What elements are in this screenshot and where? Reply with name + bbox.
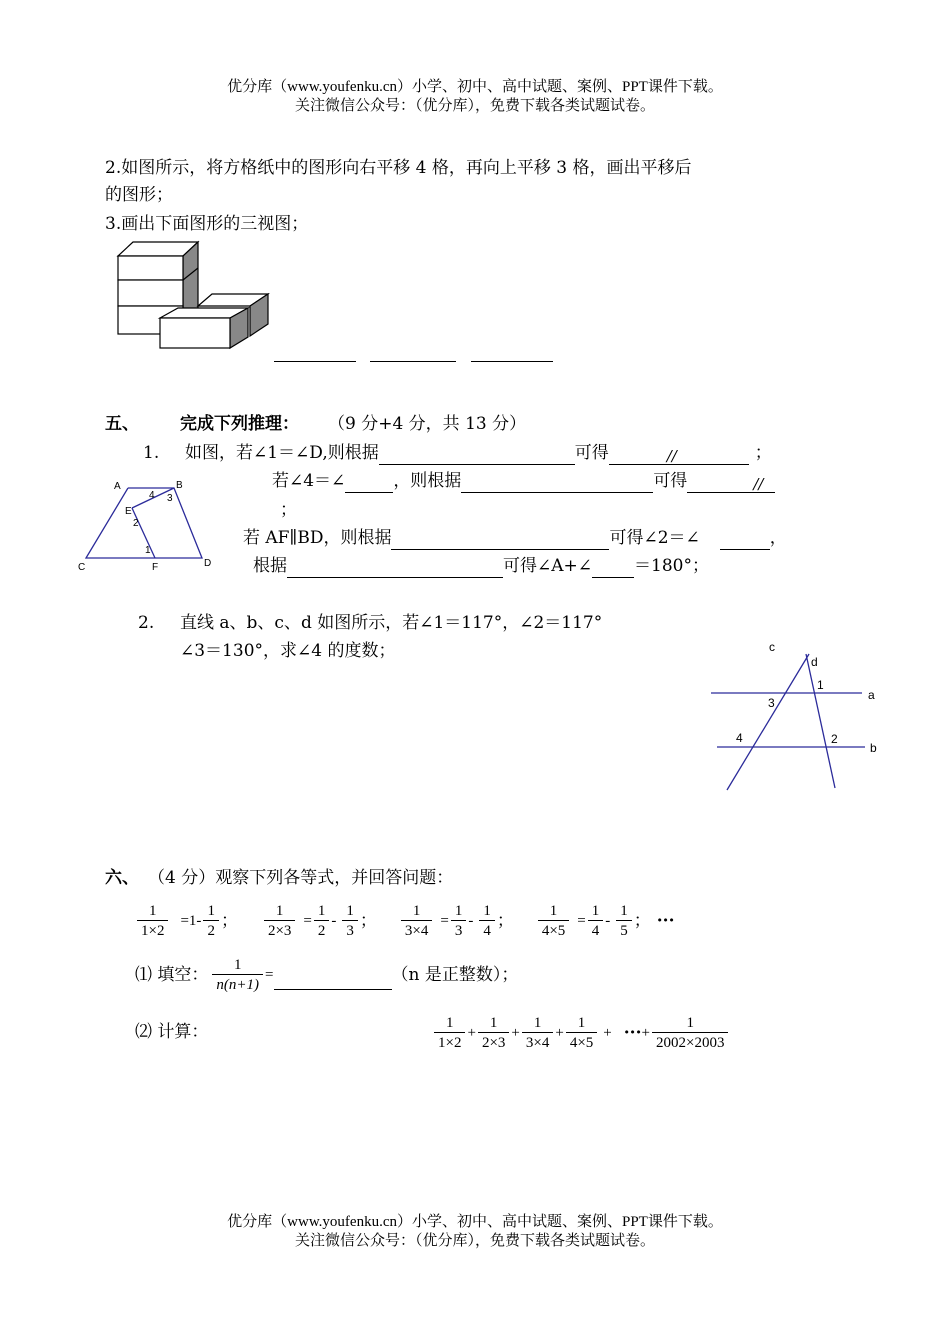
- eq1-rhs: $\frac{1}{2}$: [203, 902, 219, 941]
- p1-text-m: 根据: [253, 556, 287, 576]
- top-view-blank[interactable]: [471, 343, 553, 362]
- eq1-sep: ；: [220, 911, 238, 931]
- calc-plus-3: +: [555, 1024, 564, 1041]
- calc-plus-5: +: [641, 1024, 650, 1041]
- eq4-sep: ；: [633, 911, 651, 931]
- triangle-figure: [72, 476, 222, 576]
- label-B: B: [176, 480, 183, 491]
- section6-label: 六、: [105, 868, 139, 888]
- label-angle-2: 2: [133, 518, 139, 529]
- eq2-a: $\frac{1}{2}$: [314, 902, 330, 941]
- calc-label: ⑵ 计算：: [135, 1022, 209, 1042]
- p1-line3-text: [243, 526, 787, 550]
- label-E: E: [125, 506, 132, 517]
- label-angle-3: 3: [768, 696, 775, 710]
- calc-expression: [432, 1008, 730, 1058]
- calc-term-3: $\frac{1}{3\times 4}$: [522, 1014, 553, 1053]
- label-angle-3: 3: [167, 493, 173, 504]
- eq2-lhs: $\frac{1}{2\times 3}$: [264, 902, 295, 941]
- label-F: F: [152, 562, 159, 573]
- p1-text-f: ，则根据: [393, 471, 462, 491]
- p1-number: 1.: [143, 443, 160, 463]
- p1-line1-text: [185, 441, 772, 465]
- eq4-op: =: [577, 912, 586, 929]
- eq4-lhs: $\frac{1}{4\times 5}$: [538, 902, 569, 941]
- stacked-boxes-figure: [110, 236, 280, 351]
- fill-row: [135, 950, 518, 1000]
- label-d: d: [811, 655, 818, 669]
- eq3-minus: -: [468, 912, 474, 929]
- eq1-op: =1-: [180, 912, 202, 929]
- p2-line1: 直线 a、b、c、d 如图所示，若∠1＝117°，∠2＝117°: [180, 613, 603, 633]
- label-angle-1: 1: [145, 545, 151, 556]
- fill-note: （n 是正整数）；: [391, 965, 519, 985]
- p1-blank-reason-4[interactable]: [287, 559, 503, 578]
- q2-line-1: 2.如图所示，将方格纸中的图形向右平移 4 格，再向上平移 3 格，画出平移后: [105, 158, 692, 178]
- calc-plus-2: +: [511, 1024, 520, 1041]
- eq-dots: ···: [656, 911, 675, 931]
- q2-line-2: 的图形；: [105, 185, 173, 205]
- calc-term-1: $\frac{1}{1\times 2}$: [434, 1014, 465, 1053]
- section5-title: 完成下列推理：: [180, 414, 299, 434]
- p1-text-b: 可得: [574, 443, 609, 463]
- p1-text-n: 可得∠A+∠: [503, 556, 593, 576]
- p1-blank-parallel-2[interactable]: [687, 474, 775, 493]
- p1-parallel-sign-1: //: [666, 447, 677, 465]
- label-C: C: [78, 562, 86, 573]
- label-D: D: [204, 558, 212, 569]
- section6-title: （4 分）观察下列各等式，并回答问题：: [148, 868, 454, 888]
- calc-plus-4: +: [603, 1024, 612, 1041]
- eq3-a: $\frac{1}{3}$: [451, 902, 467, 941]
- label-angle-4: 4: [736, 731, 743, 745]
- p1-line2-text: [272, 469, 775, 493]
- calc-dots: ···: [623, 1023, 642, 1043]
- eq4-minus: -: [605, 912, 611, 929]
- label-b: b: [870, 741, 877, 755]
- p1-text-d: ；: [754, 443, 772, 463]
- p1-line4-text: [253, 554, 709, 578]
- p1-text-e: 若∠4＝∠: [272, 471, 346, 491]
- p1-blank-reason-1[interactable]: [379, 446, 575, 465]
- calc-term-4: $\frac{1}{4\times 5}$: [566, 1014, 597, 1053]
- p1-text-a: 如图，若∠1＝∠D,则根据: [185, 443, 379, 463]
- p1-blank-parallel-1[interactable]: [609, 446, 749, 465]
- eq2-sep: ；: [359, 911, 377, 931]
- calc-term-2: $\frac{1}{2\times 3}$: [478, 1014, 509, 1053]
- fill-eq: =: [265, 966, 274, 983]
- label-angle-4: 4: [149, 490, 155, 501]
- section5-label: 五、: [105, 414, 139, 434]
- p1-blank-angle-sum[interactable]: [592, 559, 634, 578]
- label-a: a: [868, 688, 875, 702]
- header-line-2: 关注微信公众号：（优分库），免费下载各类试题试卷。: [294, 98, 655, 114]
- eq2-minus: -: [331, 912, 337, 929]
- fill-fraction: $\frac{1}{n(n+1)}$: [212, 956, 263, 995]
- calc-plus-1: +: [467, 1024, 476, 1041]
- p1-text-j: 若 AF∥BD，则根据: [243, 528, 392, 548]
- eq2-b: $\frac{1}{3}$: [342, 902, 358, 941]
- p1-semicolon-2: ；: [280, 500, 297, 520]
- p1-blank-reason-3[interactable]: [391, 531, 609, 550]
- q3-text: 3.画出下面图形的三视图；: [105, 214, 309, 234]
- label-c: c: [769, 640, 775, 654]
- p1-text-g: 可得: [653, 471, 688, 491]
- p1-blank-angle-4[interactable]: [345, 474, 393, 493]
- section5-score: （9 分+4 分，共 13 分）: [328, 414, 527, 434]
- label-angle-1: 1: [817, 678, 824, 692]
- eq2-op: =: [303, 912, 312, 929]
- eq4-b: $\frac{1}{5}$: [616, 902, 632, 941]
- p1-text-k: 可得∠2＝∠: [609, 528, 700, 548]
- footer-line-2: 关注微信公众号：（优分库），免费下载各类试题试卷。: [294, 1233, 655, 1249]
- p1-text-l: ，: [769, 528, 787, 548]
- label-A: A: [114, 481, 121, 492]
- p1-blank-reason-2[interactable]: [461, 474, 653, 493]
- eq1-lhs: $\frac{1}{1\times 2}$: [137, 902, 168, 941]
- front-view-blank[interactable]: [274, 343, 356, 362]
- calc-term-last: $\frac{1}{2002\times 2003}$: [652, 1014, 728, 1053]
- footer-line-1: 优分库（www.youfenku.cn）小学、初中、高中试题、案例、PPT课件下载。: [227, 1214, 723, 1230]
- eq3-b: $\frac{1}{4}$: [479, 902, 495, 941]
- p2-line2: ∠3＝130°，求∠4 的度数；: [180, 641, 396, 661]
- label-angle-2: 2: [831, 732, 838, 746]
- p2-number: 2.: [138, 613, 155, 633]
- side-view-blank[interactable]: [370, 343, 456, 362]
- eq3-op: =: [440, 912, 449, 929]
- parallel-lines-figure: [705, 636, 890, 796]
- eq3-lhs: $\frac{1}{3\times 4}$: [401, 902, 432, 941]
- equation-row: [135, 896, 675, 946]
- p1-parallel-sign-2: //: [753, 475, 764, 493]
- eq4-a: $\frac{1}{4}$: [588, 902, 604, 941]
- p1-text-o: ＝180°；: [634, 556, 709, 576]
- eq3-sep: ；: [496, 911, 514, 931]
- fill-label: ⑴ 填空：: [135, 965, 209, 985]
- header-line-1: 优分库（www.youfenku.cn）小学、初中、高中试题、案例、PPT课件下载。: [227, 79, 723, 95]
- fill-blank[interactable]: [274, 961, 392, 990]
- p1-blank-angle-2[interactable]: [720, 531, 770, 550]
